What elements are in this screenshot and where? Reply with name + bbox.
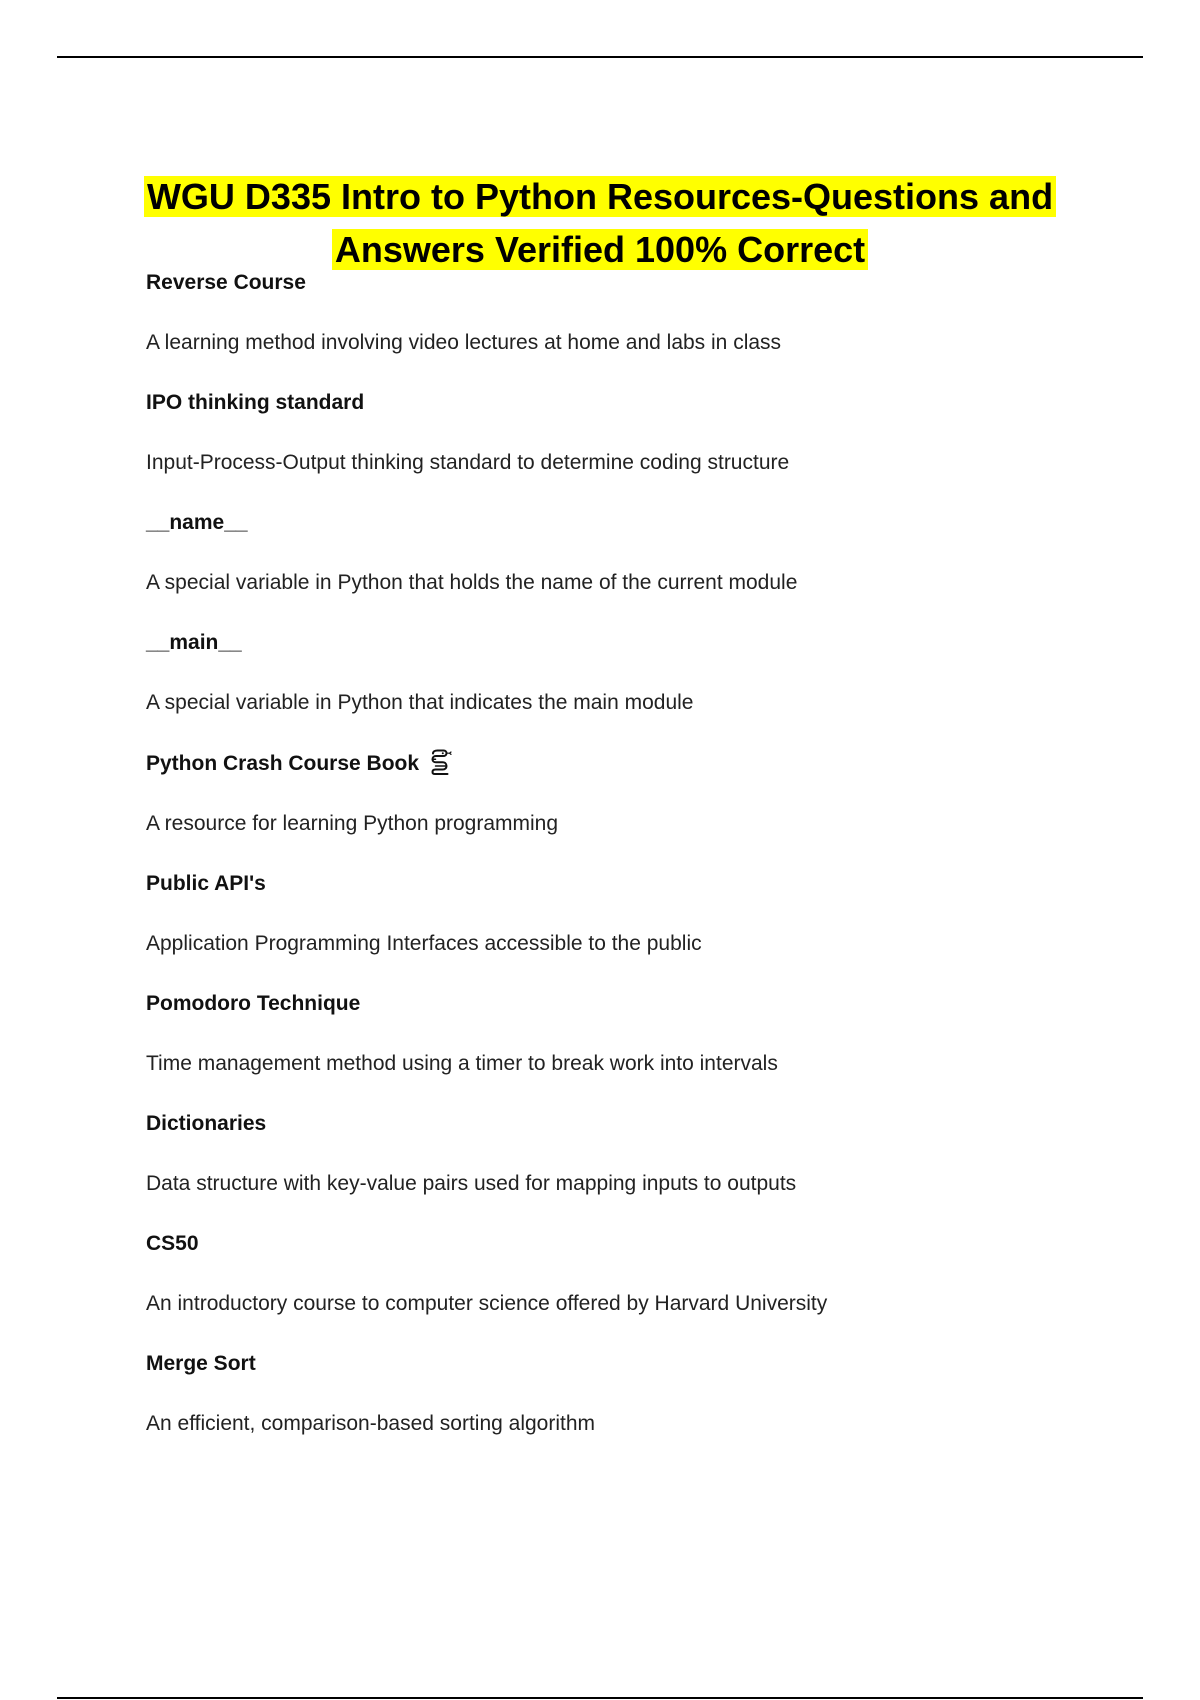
term-python-crash-course-book — [146, 748, 1106, 779]
definition-ipo-thinking-standard: Input-Process-Output thinking standard to determine coding structure — [146, 451, 790, 474]
definition-public-apis: Application Programming Interfaces accessible to the public — [146, 932, 702, 955]
snake-icon — [425, 748, 453, 776]
term-merge-sort: Merge Sort — [146, 1352, 256, 1375]
qa-list — [146, 268, 1106, 1469]
definition-name-variable: A special variable in Python that holds the name of the current module — [146, 571, 798, 594]
definition-reverse-course: A learning method involving video lectures at home and labs in class — [146, 331, 782, 354]
footer-rule — [57, 1697, 1143, 1699]
term-public-apis: Public API's — [146, 872, 266, 895]
term-cs50: CS50 — [146, 1232, 199, 1255]
title-line-1: WGU D335 Intro to Python Resources-Questions and — [144, 176, 1056, 217]
document-title — [100, 170, 1100, 276]
header-rule — [57, 56, 1143, 58]
title-line-2: Answers Verified 100% Correct — [332, 229, 868, 270]
term-reverse-course: Reverse Course — [146, 271, 306, 294]
definition-cs50: An introductory course to computer science offered by Harvard University — [146, 1292, 828, 1315]
term-dictionaries: Dictionaries — [146, 1112, 267, 1135]
term-ipo-thinking-standard: IPO thinking standard — [146, 391, 365, 414]
definition-pomodoro-technique: Time management method using a timer to break work into intervals — [146, 1052, 778, 1075]
term-main-variable: __main__ — [146, 631, 242, 654]
definition-dictionaries: Data structure with key-value pairs used for mapping inputs to outputs — [146, 1172, 797, 1195]
term-python-crash-course-book-label: Python Crash Course Book — [146, 752, 420, 775]
definition-main-variable: A special variable in Python that indicates the main module — [146, 691, 694, 714]
definition-python-crash-course-book: A resource for learning Python programming — [146, 812, 559, 835]
term-name-variable: __name__ — [146, 511, 248, 534]
definition-merge-sort: An efficient, comparison-based sorting algorithm — [146, 1412, 596, 1435]
term-pomodoro-technique: Pomodoro Technique — [146, 992, 361, 1015]
